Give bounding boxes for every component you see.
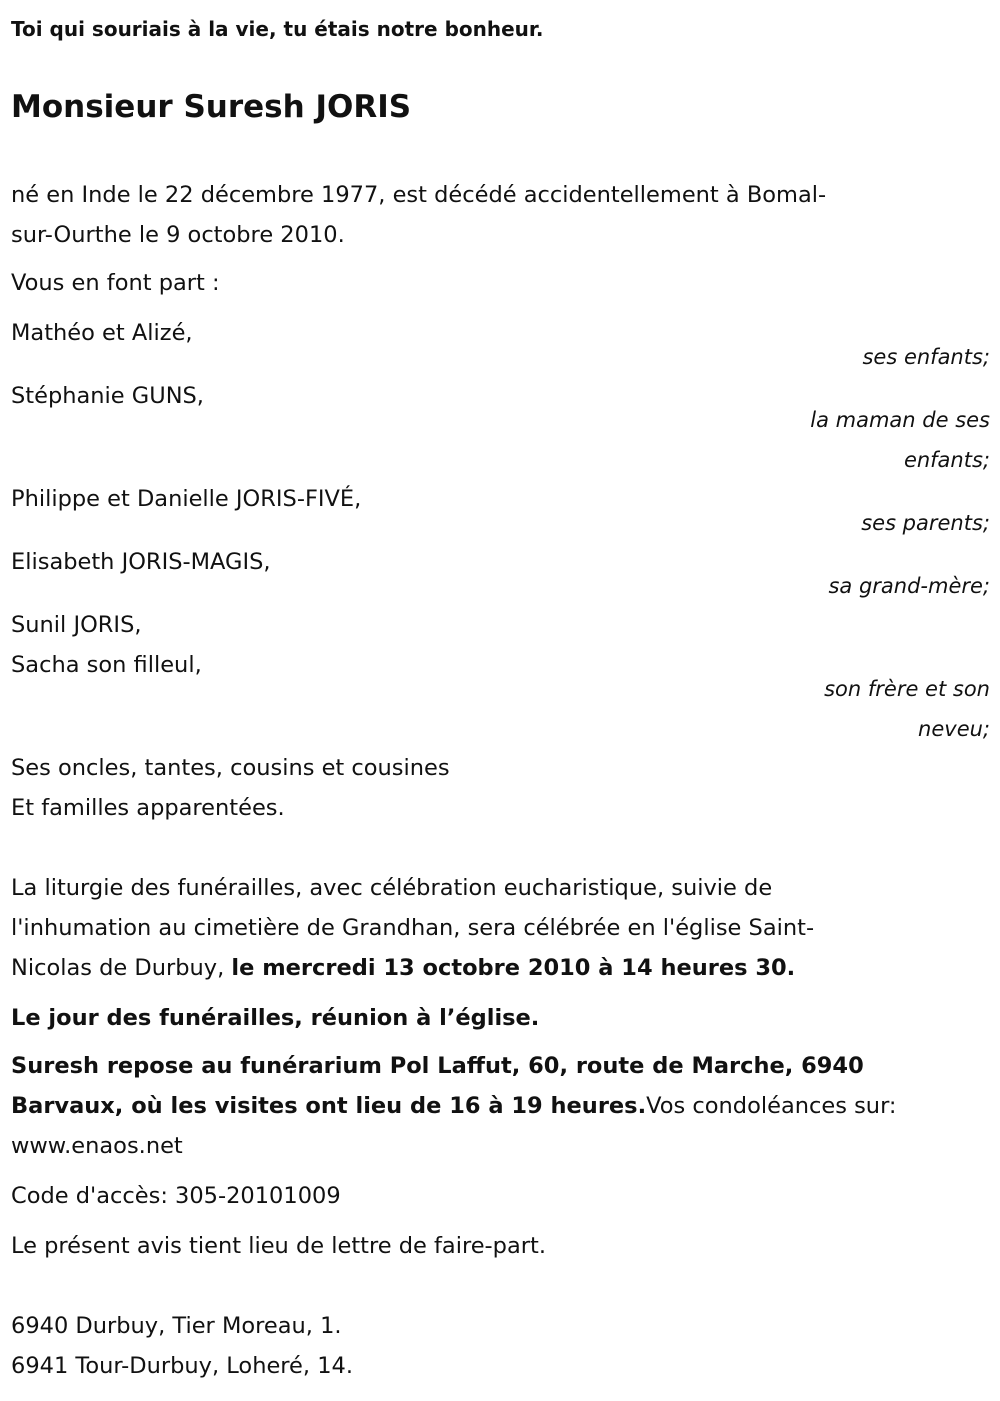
access-code: Code d'accès: 305-20101009	[11, 1183, 341, 1209]
family-names: Sacha son filleul,	[11, 652, 202, 678]
funeral-date: le mercredi 13 octobre 2010 à 14 heures 30.	[231, 955, 796, 981]
family-names: Philippe et Danielle JORIS-FIVÉ,	[11, 486, 362, 512]
family-relation: ses enfants;	[862, 345, 990, 369]
repose-line: Suresh repose au funérarium Pol Laffut, 60, route de Marche, 6940	[11, 1053, 864, 1079]
family-names: Stéphanie GUNS,	[11, 383, 204, 409]
family-names: Mathéo et Alizé,	[11, 320, 193, 346]
deceased-name: Monsieur Suresh JORIS	[11, 89, 412, 125]
family-relation: neveu;	[918, 717, 990, 741]
announce: Vous en font part :	[11, 270, 220, 296]
family-names: Elisabeth JORIS-MAGIS,	[11, 549, 271, 575]
meeting: Le jour des funérailles, réunion à l’église.	[11, 1005, 540, 1031]
family-relation: ses parents;	[861, 511, 990, 535]
family-relation: la maman de ses	[810, 408, 990, 432]
address: 6940 Durbuy, Tier Moreau, 1.	[11, 1313, 342, 1339]
liturgy-line	[11, 953, 795, 983]
condolences-text: Vos condoléances sur:	[646, 1093, 897, 1119]
family-relation: enfants;	[903, 448, 990, 472]
family-relation: son frère et son	[824, 677, 990, 701]
repose-line	[11, 1091, 897, 1121]
address: 6941 Tour-Durbuy, Loheré, 14.	[11, 1353, 353, 1379]
others-line: Et familles apparentées.	[11, 795, 285, 821]
others-line: Ses oncles, tantes, cousins et cousines	[11, 755, 450, 781]
family-relation: sa grand-mère;	[828, 574, 990, 598]
liturgy-line: l'inhumation au cimetière de Grandhan, sera célébrée en l'église Saint-	[11, 915, 815, 941]
intro-line: sur-Ourthe le 9 octobre 2010.	[11, 222, 345, 248]
repose-text: Barvaux, où les visites ont lieu de 16 à 19 heures.	[11, 1093, 647, 1119]
notice: Le présent avis tient lieu de lettre de faire-part.	[11, 1233, 546, 1259]
tagline: Toi qui souriais à la vie, tu étais notre bonheur.	[11, 17, 544, 41]
liturgy-line: La liturgie des funérailles, avec célébration eucharistique, suivie de	[11, 875, 773, 901]
liturgy-text: Nicolas de Durbuy,	[11, 955, 232, 981]
family-names: Sunil JORIS,	[11, 612, 142, 638]
intro-line: né en Inde le 22 décembre 1977, est décédé accidentellement à Bomal-	[11, 182, 827, 208]
website-link[interactable]: www.enaos.net	[11, 1133, 183, 1159]
